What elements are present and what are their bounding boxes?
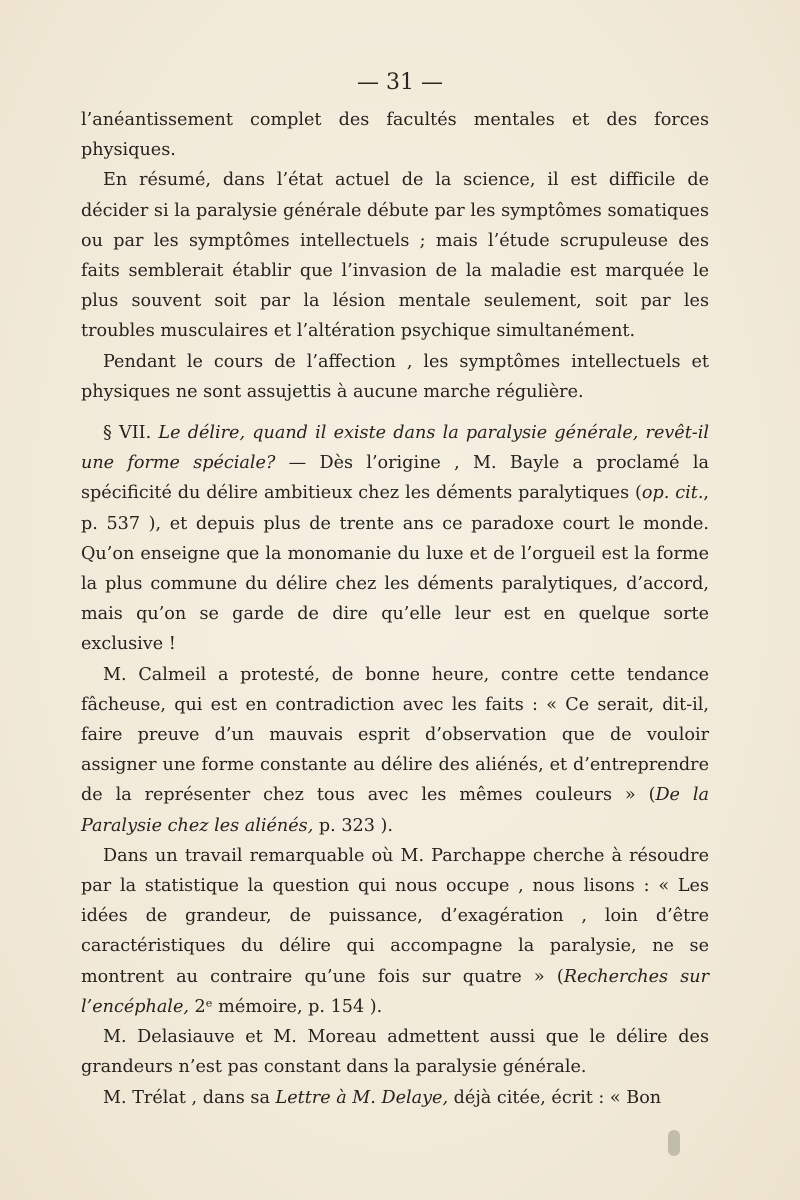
paragraph-2: En résumé, dans l’état actuel de la science, il est difficile de décider si la paralysie générale débute par les symptômes somatiques ou par les symptômes intellectuels ; mais l’étude scrupuleuse des faits semblerait établir que l’invasion de la maladie est marquée le plus souvent soit par la lésion mentale seulement, soit par les troubles musculaires et l’altération psychique simultanément. (81, 170, 709, 342)
citation-op-cit: op. cit. (641, 483, 704, 504)
section-mark: § VII. (103, 423, 159, 444)
paragraph-6-text-b: 2ᵉ mémoire, p. 154 ). (188, 996, 383, 1017)
paragraph-section-7 (81, 418, 709, 660)
paragraph-8-text-b: déjà citée, écrit : « Bon (448, 1087, 662, 1108)
paragraph-6 (81, 841, 709, 1022)
ink-smudge (668, 1130, 680, 1156)
paragraph-3: Pendant le cours de l’affection , les symptômes intellectuels et physiques ne sont assujettis à aucune marche régulière. (81, 351, 709, 402)
paragraph-4-text-a: — Dès l’origine , M. Bayle a proclamé la spécificité du délire ambitieux chez les déments paralytiques ( (81, 453, 709, 504)
page-number: — 31 — (357, 70, 443, 95)
paragraph-1: l’anéantissement complet des facultés mentales et des forces physiques. (81, 110, 709, 161)
paragraph-5-text-a: M. Calmeil a protesté, de bonne heure, contre cette tendance fâcheuse, qui est en contradiction avec les faits : « Ce serait, dit-il, faire preuve d’un mauvais esprit d’observation que de vouloir assigner une forme constante au délire des aliénés, et d’entreprendre de la représenter chez tous avec les mêmes couleurs » ( (81, 664, 709, 806)
citation-calmeil: De la Paralysie chez les aliénés, (81, 785, 709, 836)
paragraph-8 (81, 1083, 709, 1113)
paragraph-7: M. Delasiauve et M. Moreau admettent aussi que le délire des grandeurs n’est pas constant dans la paralysie générale. (81, 1027, 709, 1078)
paragraph-5-text-b: p. 323 ). (313, 815, 393, 836)
paragraph-4-text-b: , p. 537 ), et depuis plus de trente ans ce paradoxe court le monde. Qu’on enseigne que la monomanie du luxe et de l’orgueil est la forme la plus commune du délire chez les déments paralytiques, d’accord, mais qu’on se garde de dire qu’elle leur est en quelque sorte exclusive ! (81, 483, 710, 655)
section-heading: Le délire, quand il existe dans la paralysie générale, revêt-il une forme spéciale? (81, 423, 709, 474)
citation-trelat: Lettre à M. Delaye, (275, 1087, 449, 1108)
body-text (81, 105, 709, 1113)
paragraph-8-text-a: M. Trélat , dans sa (103, 1087, 276, 1108)
citation-parchappe: Recherches sur l’encéphale, (81, 966, 709, 1017)
paragraph-5 (81, 660, 709, 841)
paragraph-6-text-a: Dans un travail remarquable où M. Parchappe cherche à résoudre par la statistique la question qui nous occupe , nous lisons : « Les idées de grandeur, de puissance, d’exagération , loin d’être caractéristiques du délire qui accompagne la paralysie, ne se montrent au contraire qu’une fois sur quatre » ( (81, 845, 709, 987)
